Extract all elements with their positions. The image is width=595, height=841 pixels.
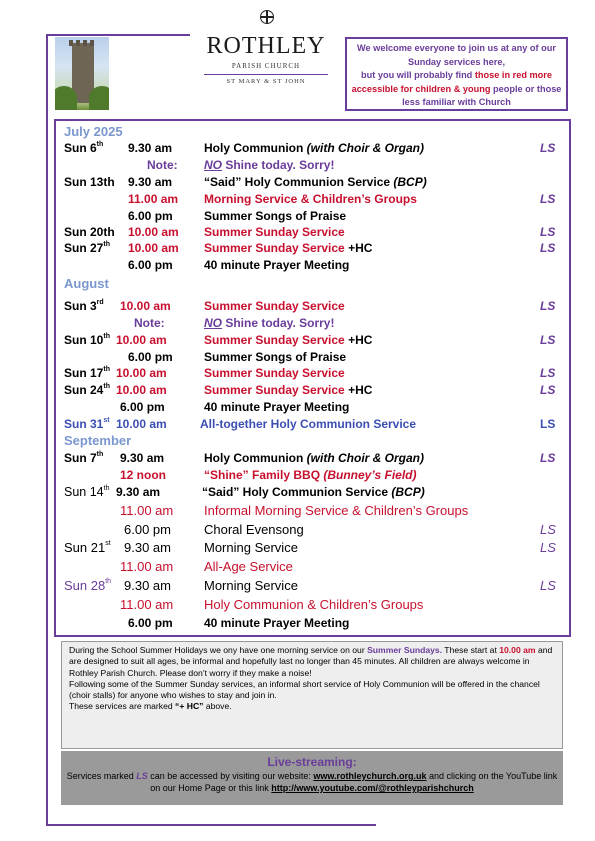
livestream-marker: LS xyxy=(540,383,556,397)
service-name: Choral Evensong xyxy=(204,522,304,537)
service-name: Holy Communion & Children’s Groups xyxy=(204,597,424,612)
service-day: Sun 24th xyxy=(64,383,110,397)
service-time: 10.00 am xyxy=(128,225,179,239)
month-heading-september: September xyxy=(64,433,132,448)
welcome-text: We welcome everyone to join us at any of our Sunday services here, xyxy=(357,43,556,67)
frame-border-top xyxy=(46,34,190,36)
service-time: 9.30 am xyxy=(124,578,171,593)
service-day: Sun 10th xyxy=(64,333,110,347)
service-time: 6.00 pm xyxy=(124,522,171,537)
service-time: 6.00 pm xyxy=(128,209,173,223)
service-name: All-Age Service xyxy=(204,559,293,574)
livestream-marker: LS xyxy=(540,417,556,431)
service-day: Sun 7th xyxy=(64,451,104,465)
logo-tagline: ST MARY & ST JOHN xyxy=(226,78,306,85)
service-name: Summer Sunday Service xyxy=(204,299,345,313)
tree-graphic xyxy=(55,86,77,110)
livestream-title: Live-streaming: xyxy=(267,755,357,769)
service-name: Summer Songs of Praise xyxy=(204,350,347,364)
frame-border-bottom xyxy=(46,824,376,826)
service-day: Sun 17th xyxy=(64,366,110,380)
frame-border-left xyxy=(46,34,48,824)
service-name: Morning Service xyxy=(204,540,298,555)
service-time: 11.00 am xyxy=(120,597,174,612)
logo-subtitle: PARISH CHURCH xyxy=(231,62,301,70)
note-label: Note: xyxy=(147,158,178,172)
service-name: 40 minute Prayer Meeting xyxy=(204,616,350,630)
livestream-marker: LS xyxy=(540,225,556,239)
service-time: 12 noon xyxy=(120,468,167,482)
note-text: NO Shine today. Sorry! xyxy=(204,158,335,172)
service-time: 10.00 am xyxy=(116,366,167,380)
service-name: Summer Songs of Praise xyxy=(204,209,347,223)
service-name: 40 minute Prayer Meeting xyxy=(204,400,350,414)
service-time: 11.00 am xyxy=(120,503,174,518)
service-name: Summer Sunday Service xyxy=(204,225,345,239)
service-name: Morning Service xyxy=(204,578,298,593)
service-name: Summer Sunday Service xyxy=(204,366,345,380)
service-name: Morning Service & Children’s Groups xyxy=(204,192,417,206)
service-day: Sun 31st xyxy=(64,417,110,431)
service-time: 6.00 pm xyxy=(128,616,173,630)
service-time: 9.30 am xyxy=(116,485,161,499)
service-day: Sun 21st xyxy=(64,540,111,555)
service-time: 9.30 am xyxy=(128,175,173,189)
note-text: NO Shine today. Sorry! xyxy=(204,316,335,330)
livestream-marker: LS xyxy=(540,578,556,593)
summer-info-box: During the School Summer Holidays we ony have one morning service on our Summer Sundays. These start at 10.00 am and are designed to suit all ages, be informal and hopefully last no longer than 45 minutes. All children are always welcome in Rothley Parish Church. Please don’t worry if they make a noise! Following some of the Summer Sunday services, an informal short service of Holy Communion will be offered in the chancel (choir stalls) for anyone who wishes to stay and join in. These services are marked “+ HC” above. xyxy=(61,641,563,749)
service-time: 9.30 am xyxy=(120,451,165,465)
service-name: 40 minute Prayer Meeting xyxy=(204,258,350,272)
service-time: 6.00 pm xyxy=(128,350,173,364)
service-time: 10.00 am xyxy=(128,241,179,255)
service-name: Holy Communion (with Choir & Organ) xyxy=(204,141,424,155)
service-day: Sun 3rd xyxy=(64,299,104,313)
livestream-marker: LS xyxy=(540,299,556,313)
church-photo xyxy=(55,37,109,110)
service-time: 11.00 am xyxy=(120,559,174,574)
tree-graphic xyxy=(89,86,109,110)
service-schedule xyxy=(54,119,571,637)
livestream-marker: LS xyxy=(540,141,556,155)
service-day: Sun 20th xyxy=(64,225,115,239)
welcome-text: people or those less familiar with Church xyxy=(402,83,562,107)
livestream-marker: LS xyxy=(540,333,556,347)
livestream-marker: LS xyxy=(540,366,556,380)
service-time: 10.00 am xyxy=(116,417,167,431)
service-time: 9.30 am xyxy=(124,540,171,555)
service-time: 10.00 am xyxy=(116,333,167,347)
note-label: Note: xyxy=(134,316,165,330)
service-name: Summer Sunday Service +HC xyxy=(204,241,373,255)
livestream-marker: LS xyxy=(540,522,556,537)
livestream-marker: LS xyxy=(540,192,556,206)
service-time: 11.00 am xyxy=(128,192,179,206)
service-time: 6.00 pm xyxy=(128,258,173,272)
welcome-highlight: those in red more accessible for children & young xyxy=(351,70,552,94)
service-name: Summer Sunday Service +HC xyxy=(204,333,373,347)
service-name: All-together Holy Communion Service xyxy=(200,417,417,431)
service-day: Sun 6th xyxy=(64,141,104,155)
service-time: 6.00 pm xyxy=(120,400,165,414)
service-name: “Said” Holy Communion Service (BCP) xyxy=(202,485,425,499)
service-day: Sun 14th xyxy=(64,485,110,499)
welcome-text: but you will probably find xyxy=(361,70,475,80)
logo-divider xyxy=(204,74,328,75)
cross-icon xyxy=(260,10,274,24)
livestream-marker: LS xyxy=(540,540,556,555)
service-time: 10.00 am xyxy=(120,299,171,313)
info-paragraph: Following some of the Summer Sunday services, an informal short service of Holy Communion will be offered in the chancel (choir stalls) for anyone who wishes to stay and join in. xyxy=(69,678,540,701)
welcome-box xyxy=(345,37,568,111)
logo-name: ROTHLEY xyxy=(206,33,326,59)
service-time: 10.00 am xyxy=(116,383,167,397)
livestream-marker: LS xyxy=(540,241,556,255)
service-day: Sun 28th xyxy=(64,578,112,593)
service-name: Informal Morning Service & Children’s Groups xyxy=(204,503,469,518)
livestream-marker: LS xyxy=(540,451,556,465)
service-time: 9.30 am xyxy=(128,141,173,155)
service-day: Sun 13th xyxy=(64,175,115,189)
service-name: Summer Sunday Service +HC xyxy=(204,383,373,397)
church-logo xyxy=(196,10,336,88)
month-heading-july: July 2025 xyxy=(64,124,123,139)
livestream-box: Live-streaming: Services marked LS can be accessed by visiting our website: www.rothleychurch.org.uk and clicking on the YouTube link on our Home Page or this link http://www.youtube.com/@rothleyparishchurch xyxy=(61,751,563,805)
website-link[interactable]: www.rothleychurch.org.uk xyxy=(313,771,427,781)
service-name: “Said” Holy Communion Service (BCP) xyxy=(204,175,427,189)
service-day: Sun 27th xyxy=(64,241,110,255)
service-name: “Shine” Family BBQ (Bunney’s Field) xyxy=(204,468,417,482)
service-name: Holy Communion (with Choir & Organ) xyxy=(204,451,424,465)
youtube-link[interactable]: http://www.youtube.com/@rothleyparishchurch xyxy=(271,783,474,793)
month-heading-august: August xyxy=(64,276,109,291)
